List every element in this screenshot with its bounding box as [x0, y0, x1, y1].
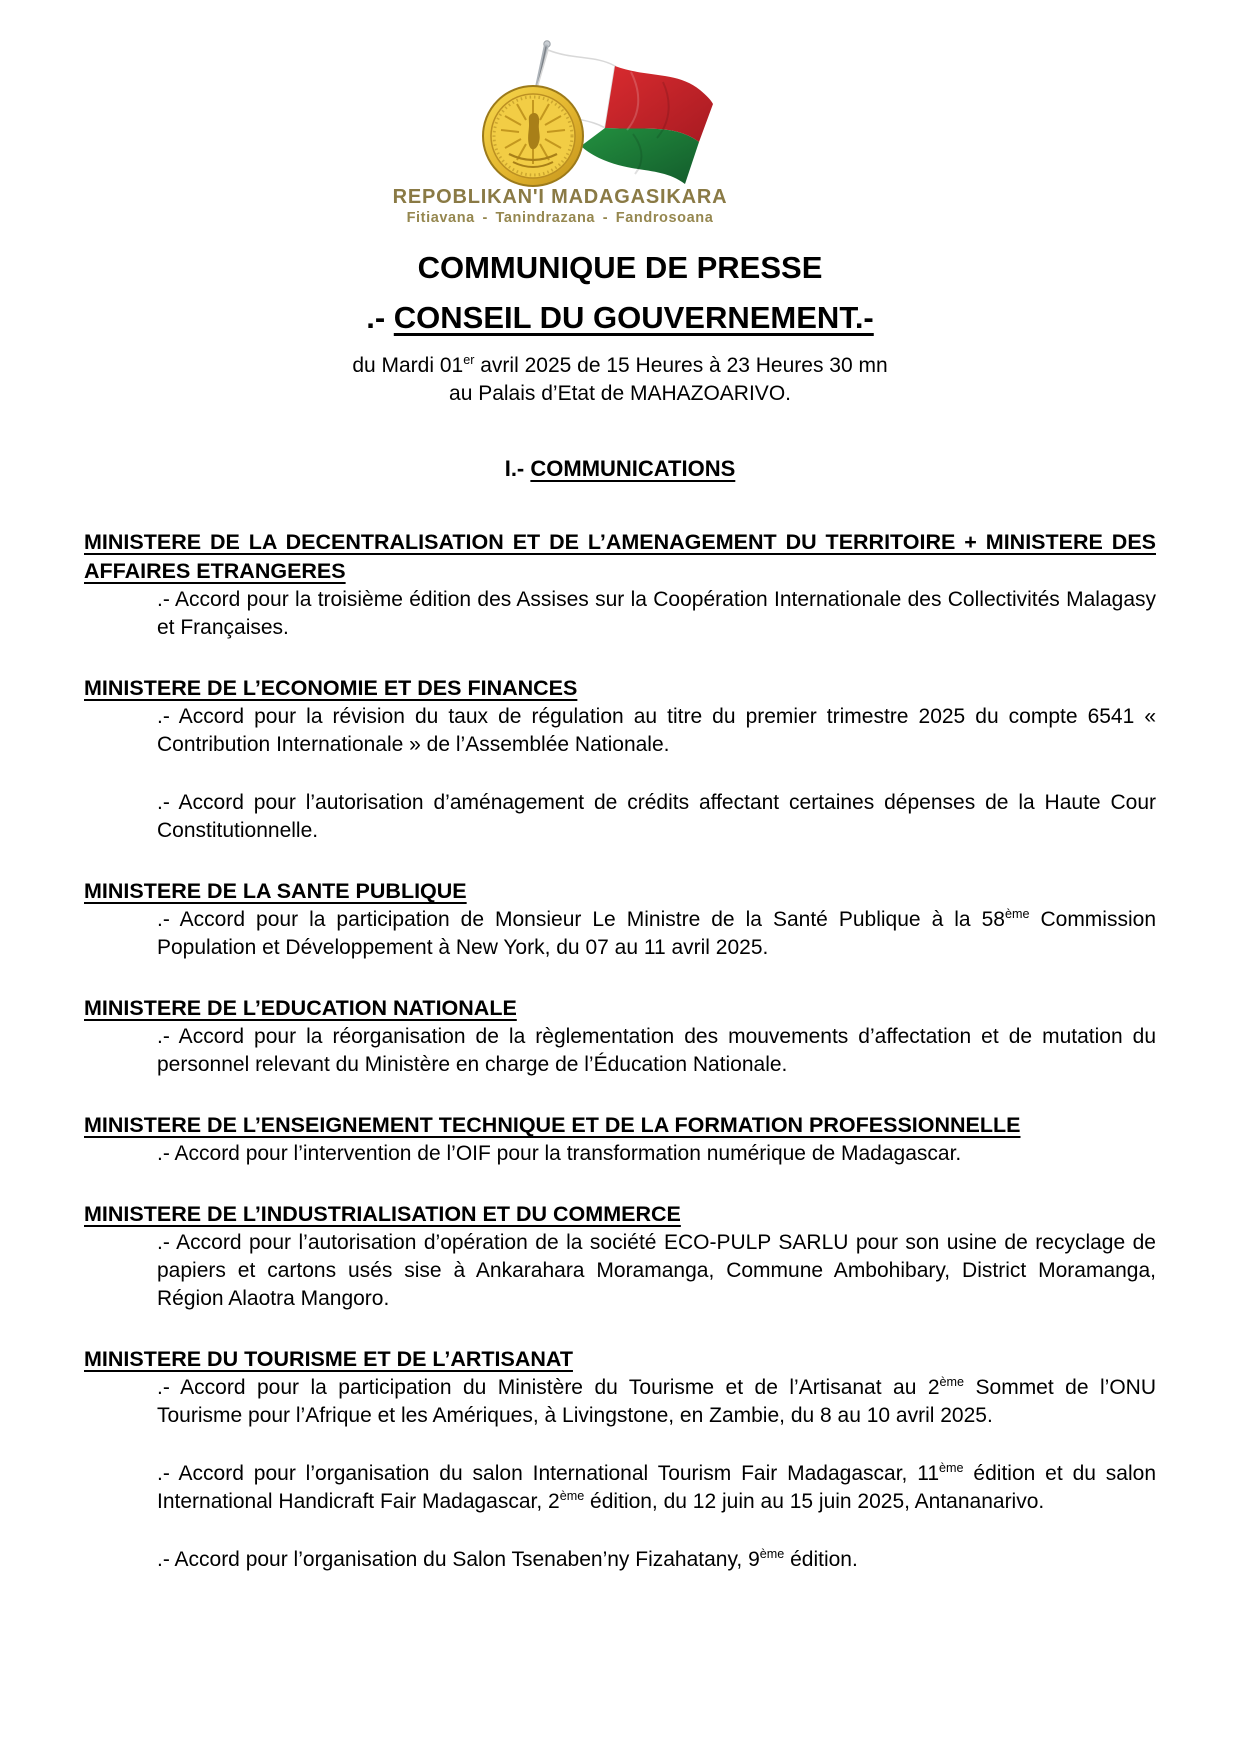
ministry-paragraphs	[84, 1140, 1156, 1168]
accord-paragraph: .- Accord pour la réorganisation de la règlementation des mouvements d’affectation et de mutation du personnel relevant du Ministère en charge de l’Éducation Nationale.	[157, 1025, 1156, 1076]
section-title-communications	[84, 454, 1156, 484]
ministry-name: MINISTERE DE L’ECONOMIE ET DES FINANCES	[84, 676, 578, 700]
press-release-title: COMMUNIQUE DE PRESSE	[417, 250, 823, 285]
session-datetime: du Mardi 01er avril 2025 de 15 Heures à 23 Heures 30 mn	[352, 353, 888, 377]
emblem-motto: Fitiavana - Tanindrazana - Fandrosoana	[406, 210, 714, 226]
ministry-paragraphs	[84, 1229, 1156, 1313]
section-numeral: I.-	[504, 456, 531, 481]
national-emblem	[390, 38, 730, 226]
ministry-name: MINISTERE DE L’INDUSTRIALISATION ET DU COMMERCE	[84, 1202, 681, 1226]
accord-paragraph: .- Accord pour l’intervention de l’OIF pour la transformation numérique de Madagascar.	[157, 1142, 962, 1165]
ministry-section	[84, 994, 1156, 1079]
ministry-paragraphs	[84, 586, 1156, 642]
ministry-paragraphs	[84, 703, 1156, 845]
accord-paragraph: .- Accord pour la troisième édition des Assises sur la Coopération Internationale des Collectivités Malagasy et Françaises.	[157, 588, 1156, 639]
ministry-section	[84, 1200, 1156, 1313]
ministry-section	[84, 877, 1156, 962]
ministry-section	[84, 674, 1156, 845]
accord-paragraph: .- Accord pour la participation du Ministère du Tourisme et de l’Artisanat au 2ème Sommet de l’ONU Tourisme pour l’Afrique et les Amériques, à Livingstone, en Zambie, du 8 au 10 avril 2025.	[157, 1375, 1156, 1427]
ministry-paragraphs	[84, 1374, 1156, 1574]
accord-paragraph: .- Accord pour l’autorisation d’opération de la société ECO-PULP SARLU pour son usine de recyclage de papiers et cartons usés sise à Ankarahara Moramanga, Commune Ambohibary, District Moramanga, Région Alaotra Mangoro.	[157, 1231, 1156, 1310]
ministry-name: MINISTERE DE LA DECENTRALISATION ET DE L’AMENAGEMENT DU TERRITOIRE + MINISTERE DES AFFAIRES ETRANGERES	[84, 530, 1156, 583]
emblem-republic-name: REPOBLIKAN'I MADAGASIKARA	[392, 186, 728, 208]
council-subtitle	[84, 299, 1156, 337]
section-title-text: COMMUNICATIONS	[530, 456, 736, 481]
ministry-name: MINISTERE DU TOURISME ET DE L’ARTISANAT	[84, 1347, 573, 1371]
ministry-section	[84, 1111, 1156, 1168]
ministry-name: MINISTERE DE L’EDUCATION NATIONALE	[84, 996, 517, 1020]
accord-paragraph: .- Accord pour l’organisation du Salon Tsenaben’ny Fizahatany, 9ème édition.	[157, 1547, 858, 1571]
accord-paragraph: .- Accord pour la révision du taux de régulation au titre du premier trimestre 2025 du compte 6541 « Contribution Internationale » de l’Assemblée Nationale.	[157, 705, 1156, 756]
madagascar-flag-and-seal-icon	[395, 38, 725, 190]
ministry-section	[84, 1345, 1156, 1574]
ministries-list	[84, 528, 1156, 1574]
ministry-section	[84, 528, 1156, 642]
council-subtitle-text: CONSEIL DU GOUVERNEMENT.-	[393, 300, 874, 335]
ministry-paragraphs	[84, 906, 1156, 962]
session-venue: au Palais d’Etat de MAHAZOARIVO.	[449, 382, 791, 405]
ministry-paragraphs	[84, 1023, 1156, 1079]
accord-paragraph: .- Accord pour la participation de Monsieur Le Ministre de la Santé Publique à la 58ème Commission Population et Développement à New York, du 07 au 11 avril 2025.	[157, 907, 1156, 959]
ministry-name: MINISTERE DE L’ENSEIGNEMENT TECHNIQUE ET DE LA FORMATION PROFESSIONNELLE	[84, 1113, 1021, 1137]
council-subtitle-prefix: .-	[366, 300, 394, 335]
accord-paragraph: .- Accord pour l’organisation du salon International Tourism Fair Madagascar, 11ème édition et du salon International Handicraft Fair Madagascar, 2ème édition, du 12 juin au 15 juin 2025, Antananarivo.	[157, 1461, 1157, 1513]
ministry-name: MINISTERE DE LA SANTE PUBLIQUE	[84, 879, 467, 903]
accord-paragraph: .- Accord pour l’autorisation d’aménagement de crédits affectant certaines dépenses de la Haute Cour Constitutionnelle.	[157, 791, 1156, 842]
